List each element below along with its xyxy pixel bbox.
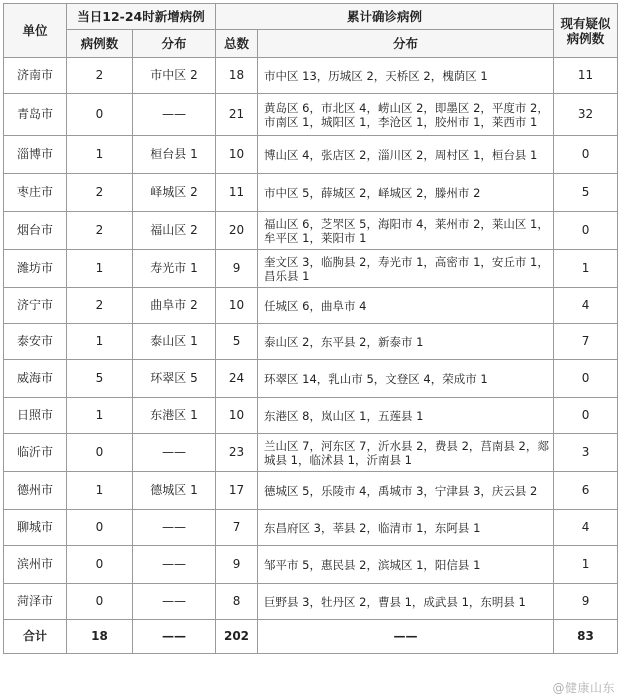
table-row [4,94,618,136]
total-dist-cell: 博山区 4，张店区 2，淄川区 2，周村区 1，桓台县 1 [258,136,554,174]
new-dist-cell: 泰山区 1 [133,324,216,360]
new-dist-cell: 桓台县 1 [133,136,216,174]
suspect-cell: 0 [554,398,618,434]
suspect-cell: 0 [554,212,618,250]
table-row [4,546,618,584]
total-count-cell: 24 [216,360,258,398]
total-count-cell: 23 [216,434,258,472]
new-count-cell: 1 [67,472,133,510]
new-count-cell: 5 [67,360,133,398]
new-count-cell: 1 [67,324,133,360]
suspect-cell: 6 [554,472,618,510]
total-dist-cell: 环翠区 14，乳山市 5，文登区 4，荣成市 1 [258,360,554,398]
city-cell: 青岛市 [4,94,67,136]
total-label: 合计 [4,620,67,654]
total-count-cell: 11 [216,174,258,212]
new-count-cell: 2 [67,212,133,250]
total-count-cell: 21 [216,94,258,136]
city-cell: 威海市 [4,360,67,398]
suspect-cell: 3 [554,434,618,472]
total-dist-cell: 任城区 6，曲阜市 4 [258,288,554,324]
suspect-cell: 11 [554,58,618,94]
total-count-cell: 7 [216,510,258,546]
new-count-cell: 0 [67,434,133,472]
suspect-cell: 1 [554,546,618,584]
total-dist-cell: 市中区 5，薛城区 2，峄城区 2，滕州市 2 [258,174,554,212]
total-count-cell: 9 [216,546,258,584]
new-dist-cell: 环翠区 5 [133,360,216,398]
suspect-cell: 5 [554,174,618,212]
total-dist-cell: 奎文区 3，临朐县 2，寿光市 1，高密市 1，安丘市 1，昌乐县 1 [258,250,554,288]
suspect-cell: 32 [554,94,618,136]
table-row [4,136,618,174]
new-count-cell: 0 [67,584,133,620]
new-dist-cell: 福山区 2 [133,212,216,250]
suspect-cell: 7 [554,324,618,360]
table-row [4,174,618,212]
new-dist-cell: —— [133,546,216,584]
suspect-cell: 4 [554,288,618,324]
header-unit: 单位 [4,4,67,58]
total-total-dist: —— [258,620,554,654]
new-dist-cell: 峄城区 2 [133,174,216,212]
city-cell: 德州市 [4,472,67,510]
header-suspect: 现有疑似病例数 [554,4,618,58]
table-row [4,324,618,360]
total-dist-cell: 邹平市 5，惠民县 2，滨城区 1，阳信县 1 [258,546,554,584]
total-dist-cell: 德城区 5，乐陵市 4，禹城市 3，宁津县 3，庆云县 2 [258,472,554,510]
total-dist-cell: 黄岛区 6，市北区 4，崂山区 2，即墨区 2，平度市 2，市南区 1，城阳区 1，李沧区 1，胶州市 1，莱西市 1 [258,94,554,136]
total-count-cell: 17 [216,472,258,510]
city-cell: 潍坊市 [4,250,67,288]
city-cell: 聊城市 [4,510,67,546]
total-dist-cell: 东昌府区 3，莘县 2，临清市 1，东阿县 1 [258,510,554,546]
table-row [4,434,618,472]
total-count-cell: 20 [216,212,258,250]
new-count-cell: 0 [67,546,133,584]
header-total-dist: 分布 [258,30,554,58]
suspect-cell: 4 [554,510,618,546]
total-dist-cell: 兰山区 7，河东区 7，沂水县 2，费县 2，莒南县 2，郯城县 1，临沭县 1，沂南县 1 [258,434,554,472]
new-dist-cell: 曲阜市 2 [133,288,216,324]
total-new-count: 18 [67,620,133,654]
table-row [4,250,618,288]
total-count-cell: 5 [216,324,258,360]
new-dist-cell: 东港区 1 [133,398,216,434]
city-cell: 日照市 [4,398,67,434]
new-count-cell: 0 [67,94,133,136]
suspect-cell: 1 [554,250,618,288]
total-new-dist: —— [133,620,216,654]
table-row [4,398,618,434]
city-cell: 菏泽市 [4,584,67,620]
city-cell: 淄博市 [4,136,67,174]
total-suspect: 83 [554,620,618,654]
total-dist-cell: 东港区 8，岚山区 1，五莲县 1 [258,398,554,434]
new-count-cell: 1 [67,398,133,434]
city-cell: 泰安市 [4,324,67,360]
table-row [4,584,618,620]
new-count-cell: 1 [67,250,133,288]
suspect-cell: 0 [554,136,618,174]
city-cell: 济南市 [4,58,67,94]
city-cell: 济宁市 [4,288,67,324]
total-dist-cell: 泰山区 2，东平县 2，新泰市 1 [258,324,554,360]
table-row [4,472,618,510]
total-dist-cell: 市中区 13，历城区 2，天桥区 2，槐荫区 1 [258,58,554,94]
new-count-cell: 1 [67,136,133,174]
total-count-cell: 9 [216,250,258,288]
new-dist-cell: 寿光市 1 [133,250,216,288]
total-count-cell: 10 [216,398,258,434]
table-row [4,510,618,546]
new-dist-cell: 市中区 2 [133,58,216,94]
city-cell: 临沂市 [4,434,67,472]
suspect-cell: 0 [554,360,618,398]
city-cell: 烟台市 [4,212,67,250]
total-row [4,620,618,654]
new-dist-cell: —— [133,434,216,472]
new-dist-cell: —— [133,510,216,546]
new-count-cell: 0 [67,510,133,546]
table-row [4,360,618,398]
city-cell: 滨州市 [4,546,67,584]
new-count-cell: 2 [67,174,133,212]
total-dist-cell: 巨野县 3，牡丹区 2，曹县 1，成武县 1，东明县 1 [258,584,554,620]
total-count-cell: 8 [216,584,258,620]
new-dist-cell: —— [133,94,216,136]
new-count-cell: 2 [67,58,133,94]
watermark: @健康山东 [552,681,615,695]
new-count-cell: 2 [67,288,133,324]
table-row [4,288,618,324]
city-cell: 枣庄市 [4,174,67,212]
cases-table [3,3,618,654]
total-count-cell: 10 [216,288,258,324]
header-total-cases: 累计确诊病例 [216,4,554,30]
total-total-count: 202 [216,620,258,654]
table-row [4,212,618,250]
suspect-cell: 9 [554,584,618,620]
header-new-cases: 当日12-24时新增病例 [67,4,216,30]
new-dist-cell: —— [133,584,216,620]
header-total-count: 总数 [216,30,258,58]
new-dist-cell: 德城区 1 [133,472,216,510]
total-dist-cell: 福山区 6，芝罘区 5，海阳市 4，莱州市 2，莱山区 1，牟平区 1，莱阳市 1 [258,212,554,250]
header-new-count: 病例数 [67,30,133,58]
total-count-cell: 10 [216,136,258,174]
total-count-cell: 18 [216,58,258,94]
header-new-dist: 分布 [133,30,216,58]
table-row [4,58,618,94]
